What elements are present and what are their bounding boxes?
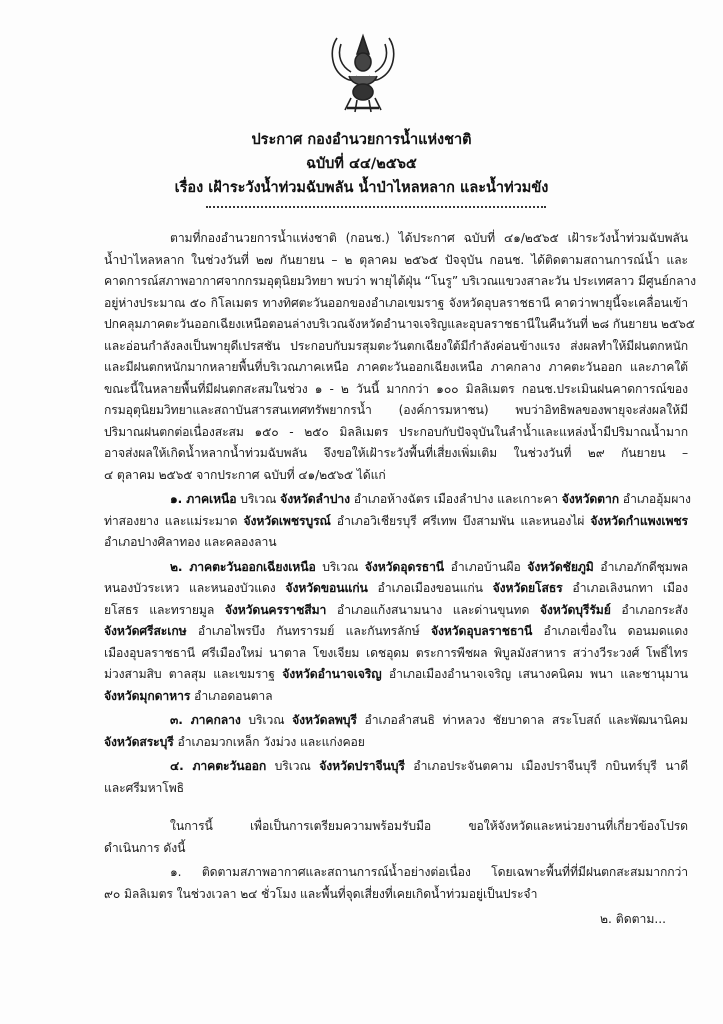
action-line: ๙๐ มิลลิเมตร ในช่วงเวลา ๒๔ ชั่วโมง และพื้นที่จุดเสี่ยงที่เคยเกิดน้ำท่วมอยู่เป็นประจำ bbox=[104, 887, 538, 901]
text-segment: อำเภอไพรบึง กันทรารมย์ และกันทรลักษ์ bbox=[186, 624, 431, 638]
text-segment: อำเภอปางศิลาทอง และคลองลาน bbox=[104, 535, 277, 549]
announcement-subject: เรื่อง เฝ้าระวังน้ำท่วมฉับพลัน น้ำป่าไหลหลาก และน้ำท่วมขัง bbox=[174, 180, 549, 196]
bold-place-name: จังหวัดอำนาจเจริญ bbox=[282, 667, 382, 681]
bold-place-name: จังหวัดกำแพงเพชร bbox=[590, 514, 689, 528]
intro-line: ขณะนี้ในหลายพื้นที่มีฝนตกสะสมในช่วง ๑ - ๒ วันนี้ มากกว่า ๑๐๐ มิลลิเมตร กอนช.ประเมินฝนคาดการณ์ของ bbox=[104, 382, 688, 396]
text-segment: อำเภอกระสัง bbox=[610, 603, 688, 617]
announcement-title: ประกาศ กองอำนวยการน้ำแห่งชาติ bbox=[251, 132, 472, 148]
bold-place-name: จังหวัดตาก bbox=[561, 492, 620, 506]
text-segment: อำเภอเลิงนกทา เมือง bbox=[562, 581, 689, 595]
region-line bbox=[104, 734, 365, 750]
bold-place-name: จังหวัดสระบุรี bbox=[104, 735, 174, 749]
intro-line: อาจส่งผลให้เกิดน้ำหลากน้ำท่วมฉับพลัน จึงขอให้เฝ้าระวังพื้นที่เสี่ยงเพิ่มเติม ในช่วงวันที่ ๒๙ กันยายน – bbox=[104, 446, 688, 460]
region-line bbox=[170, 758, 688, 774]
intro-line: ตามที่กองอำนวยการน้ำแห่งชาติ (กอนช.) ได้ประกาศ ฉบับที่ ๔๑/๒๕๖๕ เฝ้าระวังน้ำท่วมฉับพลัน bbox=[170, 231, 688, 245]
text-segment: บริเวณ bbox=[266, 759, 320, 773]
text-segment: ท่าสองยาง และแม่ระมาด bbox=[104, 514, 244, 528]
region-line bbox=[104, 666, 688, 682]
bold-place-name: ๓. ภาคกลาง bbox=[170, 713, 241, 727]
text-segment: อำเภอเมืองขอนแก่น bbox=[367, 581, 493, 595]
intro-line: น้ำป่าไหลหลาก ในช่วงวันที่ ๒๗ กันยายน – ๒ ตุลาคม ๒๕๖๕ ปัจจุบัน กอนช. ได้ติดตามสถานการณ์น้ำ และ bbox=[104, 253, 688, 267]
bold-place-name: จังหวัดนครราชสีมา bbox=[224, 603, 327, 617]
announcement-number: ฉบับที่ ๔๔/๒๕๖๕ bbox=[306, 156, 417, 172]
text-segment: อำเภอแก้งสนามนาง และด่านขุนทด bbox=[326, 603, 540, 617]
bold-place-name: จังหวัดอุดรธานี bbox=[364, 560, 445, 574]
bold-place-name: จังหวัดปราจีนบุรี bbox=[319, 759, 405, 773]
action-line: ในการนี้ เพื่อเป็นการเตรียมความพร้อมรับมือ ขอให้จังหวัดและหน่วยงานที่เกี่ยวข้องโปรด bbox=[170, 819, 688, 833]
intro-line: ปกคลุมภาคตะวันออกเฉียงเหนือตอนล่างบริเวณจังหวัดอำนาจเจริญและอุบลราชธานีในคืนวันที่ ๒๘ กันยายน ๒๕๖๕ bbox=[104, 317, 695, 331]
text-segment: อำเภออุ้มผาง bbox=[619, 492, 691, 506]
bold-place-name: ๔. ภาคตะวันออก bbox=[170, 759, 267, 773]
bold-place-name: จังหวัดบุรีรัมย์ bbox=[539, 603, 611, 617]
text-segment: อำเภอภักดีชุมพล bbox=[593, 560, 689, 574]
intro-line: ปริมาณฝนตกต่อเนื่องสะสม ๑๕๐ - ๒๕๐ มิลลิเมตร ประกอบกับปัจจุบันในลำน้ำและแหล่งน้ำมีปริมาณน้ำมาก bbox=[104, 425, 688, 439]
region-line bbox=[104, 602, 688, 618]
text-segment: หนองบัวระเหว และหนองบัวแดง bbox=[104, 581, 286, 595]
bold-place-name: จังหวัดขอนแก่น bbox=[285, 581, 368, 595]
intro-line: กรมอุตุนิยมวิทยาและสถาบันสารสนเทศทรัพยากรน้ำ (องค์การมหาชน) พบว่าอิทธิพลของพายุจะส่งผลให้มี bbox=[104, 403, 688, 417]
text-segment: บริเวณ bbox=[240, 713, 293, 727]
intro-line: และมีฝนตกหนักมากหลายพื้นที่บริเวณภาคเหนือ ภาคตะวันออกเฉียงเหนือ ภาคกลาง ภาคตะวันออก และภาคใต้ bbox=[104, 360, 688, 374]
text-segment: อำเภอเขื่องใน ดอนมดแดง bbox=[532, 624, 689, 638]
region-line bbox=[104, 645, 688, 661]
text-segment: บริเวณ bbox=[315, 560, 365, 574]
bold-place-name: จังหวัดชัยภูมิ bbox=[527, 560, 594, 574]
text-segment: บริเวณ bbox=[236, 492, 281, 506]
text-segment: อำเภอลำสนธิ ท่าหลวง ชัยบาดาล สระโบสถ์ และพัฒนานิคม bbox=[356, 713, 688, 727]
text-segment: อำเภอวิเชียรบุรี ศรีเทพ บึงสามพัน และหนองไผ่ bbox=[330, 514, 591, 528]
text-segment: อำเภอมวกเหล็ก วังม่วง และแก่งคอย bbox=[173, 735, 365, 749]
bold-place-name: จังหวัดศรีสะเกษ bbox=[104, 624, 187, 638]
region-line bbox=[170, 491, 691, 507]
intro-line: และอ่อนกำลังลงเป็นพายุดีเปรสชัน ประกอบกับมรสุมตะวันตกเฉียงใต้มีกำลังค่อนข้างแรง ส่งผลทำให้มีฝนตกหนัก bbox=[104, 339, 688, 353]
region-line bbox=[104, 623, 688, 639]
intro-line: อยู่ห่างประมาณ ๕๐ กิโลเมตร ทางทิศตะวันออกของอำเภอเขมราฐ จังหวัดอุบลราชธานี คาดว่าพายุนี้จะเคลื่อนเข้า bbox=[104, 296, 688, 310]
bold-place-name: จังหวัดลำปาง bbox=[280, 492, 350, 506]
text-segment: อำเภอเมืองอำนาจเจริญ เสนางคนิคม พนา และชานุมาน bbox=[381, 667, 689, 681]
dotted-divider bbox=[206, 206, 546, 208]
bold-place-name: จังหวัดเพชรบูรณ์ bbox=[243, 514, 331, 528]
bold-place-name: ๒. ภาคตะวันออกเฉียงเหนือ bbox=[170, 560, 316, 574]
bold-place-name: จังหวัดมุกดาหาร bbox=[104, 689, 191, 703]
text-segment: อำเภอประจันตคาม เมืองปราจีนบุรี กบินทร์บุรี นาดี bbox=[404, 759, 689, 773]
text-segment: อำเภอบ้านผือ bbox=[444, 560, 528, 574]
bold-place-name: จังหวัดลพบุรี bbox=[292, 713, 357, 727]
region-line bbox=[170, 712, 688, 728]
garuda-emblem-icon bbox=[327, 30, 399, 115]
bold-place-name: จังหวัดอุบลราชธานี bbox=[430, 624, 533, 638]
bold-place-name: จังหวัดยโสธร bbox=[492, 581, 563, 595]
continuation-marker: ๒. ติดตาม... bbox=[600, 912, 667, 926]
action-line: ๑. ติดตามสภาพอากาศและสถานการณ์น้ำอย่างต่อเนื่อง โดยเฉพาะพื้นที่ที่มีฝนตกสะสมมากกว่า bbox=[170, 865, 688, 879]
region-line bbox=[104, 580, 688, 596]
region-line bbox=[104, 513, 688, 529]
text-segment: ยโสธร และทรายมูล bbox=[104, 603, 225, 617]
action-line: ดำเนินการ ดังนี้ bbox=[104, 841, 186, 855]
text-segment: ม่วงสามสิบ ตาลสุม และเขมราฐ bbox=[104, 667, 283, 681]
region-line bbox=[170, 559, 688, 575]
text-segment: เมืองอุบลราชธานี ศรีเมืองใหม่ นาตาล โขงเจียม เดชอุดม ตระการพืชผล พิบูลมังสาหาร สว่างวีระวงศ์ โพธิ์ไทร bbox=[104, 646, 688, 660]
region-line bbox=[104, 534, 276, 550]
intro-line: คาดการณ์สภาพอากาศจากกรมอุตุนิยมวิทยา พบว่า พายุไต้ฝุ่น “โนรู” บริเวณแขวงสาละวัน ประเทศลาว มีศูนย์กลาง bbox=[104, 274, 697, 288]
region-line bbox=[104, 780, 184, 796]
text-segment: อำเภอดอนตาล bbox=[190, 689, 273, 703]
region-line bbox=[104, 688, 273, 704]
bold-place-name: ๑. ภาคเหนือ bbox=[170, 492, 237, 506]
text-segment: และศรีมหาโพธิ bbox=[104, 781, 184, 795]
text-segment: อำเภอห้างฉัตร เมืองลำปาง และเกาะคา bbox=[349, 492, 562, 506]
intro-line: ๔ ตุลาคม ๒๕๖๕ จากประกาศ ฉบับที่ ๔๑/๒๕๖๕ ได้แก่ bbox=[104, 468, 386, 482]
